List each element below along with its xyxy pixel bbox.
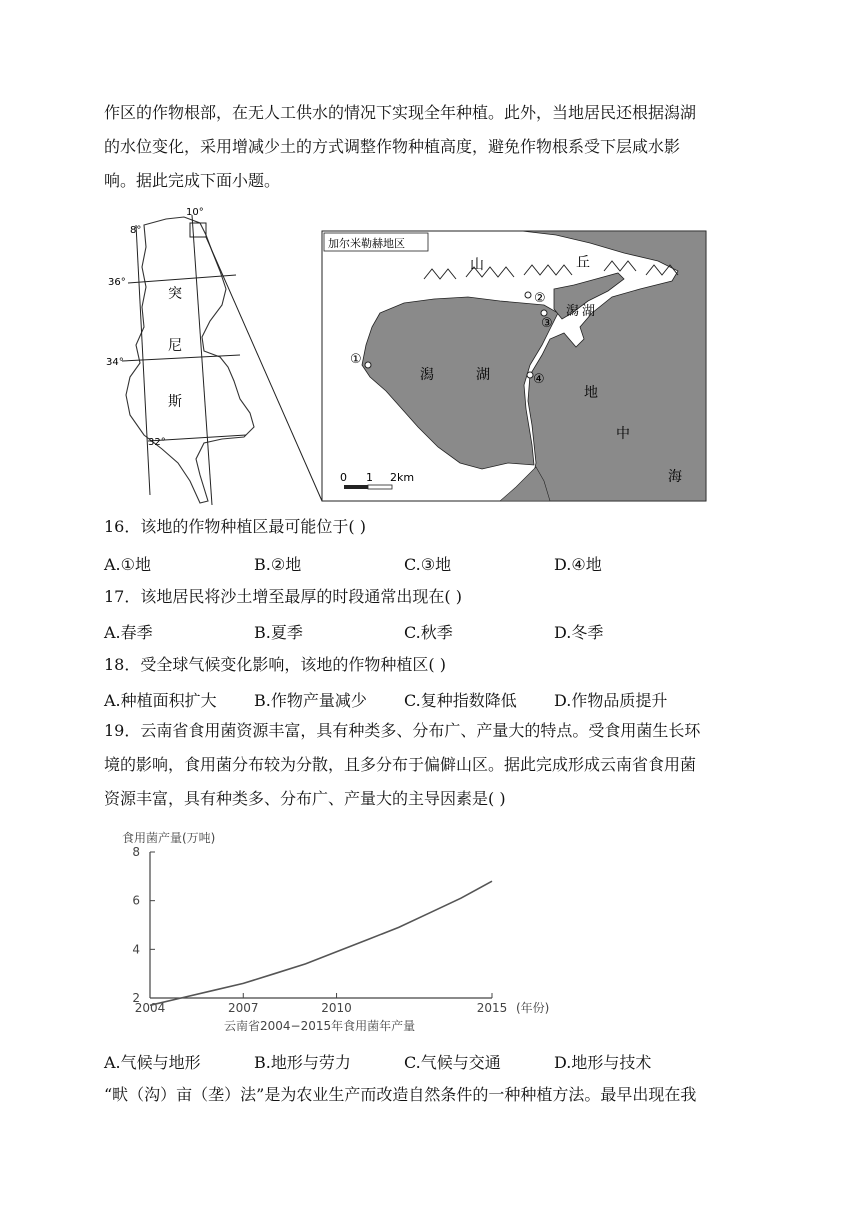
intro-line: 响。据此完成下面小题。 <box>104 171 281 190</box>
option-c: C.气候与交通 <box>404 1053 501 1072</box>
option-d: D.作物品质提升 <box>554 691 668 710</box>
lat-label: 36° <box>108 277 126 288</box>
sea-label: 中 <box>616 426 630 442</box>
option-b: B.作物产量减少 <box>254 691 367 710</box>
detail-map <box>322 231 706 501</box>
y-tick-label: 2 <box>132 991 140 1005</box>
option-d: D.④地 <box>554 555 602 574</box>
closing-paragraph <box>104 1078 754 1112</box>
scale-label: 2km <box>390 471 415 484</box>
sea-label: 地 <box>584 385 598 401</box>
question-19-line: 资源丰富，具有种类多、分布广、产量大的主导因素是( ) <box>104 789 506 808</box>
question-19-line: 19．云南省食用菌资源丰富，具有种类多、分布广、产量大的特点。受食用菌生长环 <box>104 721 701 740</box>
x-tick-label: 2010 <box>321 1001 352 1015</box>
question-16: 16．该地的作物种植区最可能位于( ) <box>104 517 366 536</box>
country-label: 斯 <box>168 394 182 410</box>
sea-label: 海 <box>668 469 682 485</box>
option-c: C.秋季 <box>404 623 453 642</box>
intro-line: 的水位变化，采用增减少土的方式调整作物种植高度，避免作物根系受下层咸水影 <box>104 137 681 156</box>
hill-label: 山 <box>470 257 484 273</box>
y-axis-label: 食用菌产量(万吨) <box>122 831 216 845</box>
y-tick-label: 6 <box>132 893 140 908</box>
point-label: ④ <box>533 372 545 387</box>
question-19-line: 境的影响，食用菌分布较为分散，且多分布于偏僻山区。据此完成形成云南省食用菌 <box>104 755 697 774</box>
detail-map-title: 加尔米勒赫地区 <box>328 237 405 250</box>
lon-label: 10° <box>186 207 204 218</box>
option-b: B.夏季 <box>254 623 303 642</box>
production-chart <box>104 822 584 1042</box>
option-c: C.复种指数降低 <box>404 691 517 710</box>
option-d: D.地形与技术 <box>554 1053 652 1072</box>
intro-line: 作区的作物根部，在无人工供水的情况下实现全年种植。此外，当地居民还根据潟湖 <box>104 103 697 122</box>
small-lagoon-label: 湖 <box>582 304 596 319</box>
lagoon-label: 湖 <box>476 367 490 383</box>
lat-label: 32° <box>148 437 166 448</box>
hill-label: 丘 <box>576 255 590 271</box>
map-figure <box>104 205 764 505</box>
scale-bar <box>344 485 392 489</box>
x-tick-label: 2007 <box>227 1001 259 1015</box>
y-tick-label: 8 <box>132 845 140 859</box>
option-c: C.③地 <box>404 555 452 574</box>
point-label: ① <box>350 352 362 367</box>
intro-paragraph <box>104 96 754 198</box>
x-tick-label: 2004 <box>134 1001 166 1015</box>
country-label: 突 <box>168 286 182 302</box>
lon-label: 8° <box>130 225 142 236</box>
y-tick-label: 4 <box>132 942 140 957</box>
option-d: D.冬季 <box>554 623 604 642</box>
option-a: A.春季 <box>104 623 153 642</box>
chart-caption: 云南省2004−2015年食用菌年产量 <box>224 1019 416 1033</box>
option-b: B.地形与劳力 <box>254 1053 351 1072</box>
question-17-options <box>104 620 754 642</box>
scale-label: 1 <box>366 471 373 484</box>
option-a: A.①地 <box>104 555 151 574</box>
point-label: ③ <box>541 316 553 331</box>
lat-label: 34° <box>106 357 124 368</box>
x-axis-label: (年份) <box>516 1001 550 1015</box>
question-19 <box>104 714 754 816</box>
question-17: 17．该地居民将沙土增至最厚的时段通常出现在( ) <box>104 587 462 606</box>
option-a: A.气候与地形 <box>104 1053 201 1072</box>
tunisia-map <box>106 207 322 505</box>
question-16-options <box>104 552 754 574</box>
closing-line: “畎（沟）亩（垄）法”是为农业生产而改造自然条件的一种种植方法。最早出现在我 <box>104 1085 697 1104</box>
lagoon-label: 潟 <box>420 367 434 383</box>
small-lagoon-label: 潟 <box>566 304 580 319</box>
series-line <box>150 881 492 1005</box>
option-a: A.种植面积扩大 <box>104 691 217 710</box>
question-18: 18．受全球气候变化影响，该地的作物种植区( ) <box>104 655 446 674</box>
x-tick-label: 2015 <box>476 1001 508 1015</box>
question-19-options <box>104 1050 754 1072</box>
country-label: 尼 <box>168 338 182 354</box>
question-18-options <box>104 688 754 710</box>
point-label: ② <box>534 291 546 306</box>
scale-label: 0 <box>340 471 347 484</box>
option-b: B.②地 <box>254 555 302 574</box>
